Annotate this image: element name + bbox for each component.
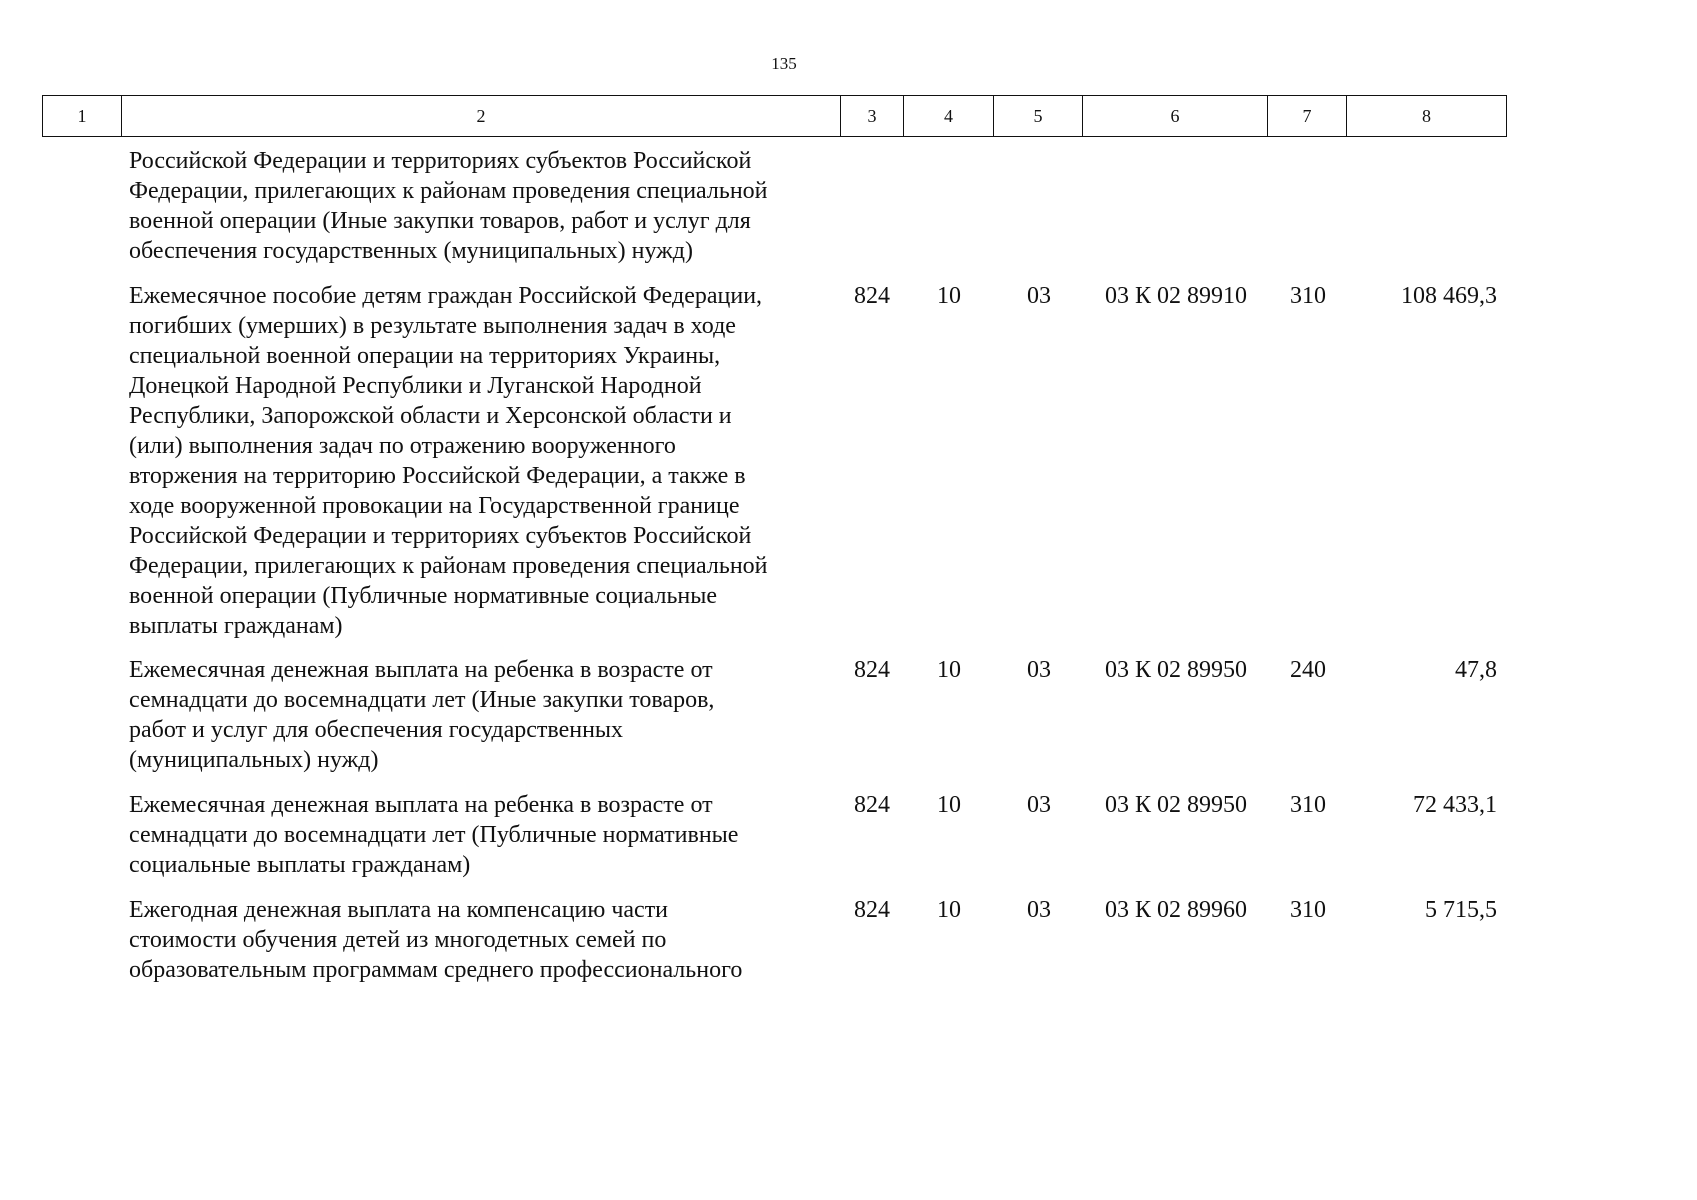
ministry-code: 824 xyxy=(854,792,890,818)
target-article-code: 03 К 02 89960 xyxy=(1104,897,1247,923)
subsection-code: 03 xyxy=(1027,283,1051,309)
page-number: 135 xyxy=(771,54,797,73)
description-line: специальной военной операции на территориях Украины, xyxy=(129,343,721,369)
column-header-5: 5 xyxy=(994,96,1083,137)
row-description xyxy=(129,655,829,775)
expense-type-code: 310 xyxy=(1290,283,1326,309)
description-line: Ежемесячная денежная выплата на ребенка в возрасте от xyxy=(129,792,713,818)
description-line: стоимости обучения детей из многодетных семей по xyxy=(129,927,667,953)
expense-type-code: 310 xyxy=(1290,897,1326,923)
description-line: Федерации, прилегающих к районам проведения специальной xyxy=(129,553,768,579)
column-header-4: 4 xyxy=(904,96,994,137)
amount-value: 47,8 xyxy=(1455,657,1497,683)
column-header-3: 3 xyxy=(841,96,904,137)
description-line: семнадцати до восемнадцати лет (Публичные нормативные xyxy=(129,822,739,848)
description-line: военной операции (Публичные нормативные социальные xyxy=(129,583,718,609)
description-line: (муниципальных) нужд) xyxy=(129,747,379,773)
ministry-code: 824 xyxy=(854,283,890,309)
amount-value: 108 469,3 xyxy=(1401,283,1497,309)
target-article-code: 03 К 02 89910 xyxy=(1104,283,1247,309)
description-line: семнадцати до восемнадцати лет (Иные закупки товаров, xyxy=(129,687,715,713)
amount-value: 5 715,5 xyxy=(1425,897,1497,923)
section-code: 10 xyxy=(937,897,961,923)
column-header-1: 1 xyxy=(43,96,122,137)
description-line: (или) выполнения задач по отражению вооруженного xyxy=(129,433,676,459)
column-header-6: 6 xyxy=(1083,96,1268,137)
ministry-code: 824 xyxy=(854,897,890,923)
description-line: Ежемесячное пособие детям граждан Российской Федерации, xyxy=(129,283,763,309)
description-line: Российской Федерации и территориях субъектов Российской xyxy=(129,523,752,549)
description-line: вторжения на территорию Российской Федерации, а также в xyxy=(129,463,746,489)
description-line: военной операции (Иные закупки товаров, работ и услуг для xyxy=(129,208,751,234)
description-line: образовательным программам среднего профессионального xyxy=(129,957,743,983)
description-line: Ежемесячная денежная выплата на ребенка в возрасте от xyxy=(129,657,713,683)
description-line: Российской Федерации и территориях субъектов Российской xyxy=(129,148,752,174)
description-line: Республики, Запорожской области и Херсонской области и xyxy=(129,403,732,429)
subsection-code: 03 xyxy=(1027,792,1051,818)
column-header-table xyxy=(42,95,1507,137)
row-description xyxy=(129,146,829,266)
description-line: обеспечения государственных (муниципальных) нужд) xyxy=(129,238,693,264)
amount-value: 72 433,1 xyxy=(1413,792,1497,818)
target-article-code: 03 К 02 89950 xyxy=(1104,792,1247,818)
description-line: Федерации, прилегающих к районам проведения специальной xyxy=(129,178,768,204)
subsection-code: 03 xyxy=(1027,657,1051,683)
section-code: 10 xyxy=(937,657,961,683)
expense-type-code: 240 xyxy=(1290,657,1326,683)
description-line: социальные выплаты гражданам) xyxy=(129,852,471,878)
section-code: 10 xyxy=(937,792,961,818)
expense-type-code: 310 xyxy=(1290,792,1326,818)
target-article-code: 03 К 02 89950 xyxy=(1104,657,1247,683)
column-header-7: 7 xyxy=(1268,96,1347,137)
column-header-8: 8 xyxy=(1347,96,1507,137)
description-line: Ежегодная денежная выплата на компенсацию части xyxy=(129,897,669,923)
description-line: работ и услуг для обеспечения государственных xyxy=(129,717,624,743)
row-description xyxy=(129,790,829,880)
row-description xyxy=(129,895,829,985)
description-line: погибших (умерших) в результате выполнения задач в ходе xyxy=(129,313,736,339)
description-line: Донецкой Народной Республики и Луганской Народной xyxy=(129,373,702,399)
column-header-row xyxy=(43,96,1507,137)
section-code: 10 xyxy=(937,283,961,309)
column-header-2: 2 xyxy=(122,96,841,137)
subsection-code: 03 xyxy=(1027,897,1051,923)
row-description xyxy=(129,281,829,641)
description-line: выплаты гражданам) xyxy=(129,613,343,639)
ministry-code: 824 xyxy=(854,657,890,683)
description-line: ходе вооруженной провокации на Государственной границе xyxy=(129,493,740,519)
